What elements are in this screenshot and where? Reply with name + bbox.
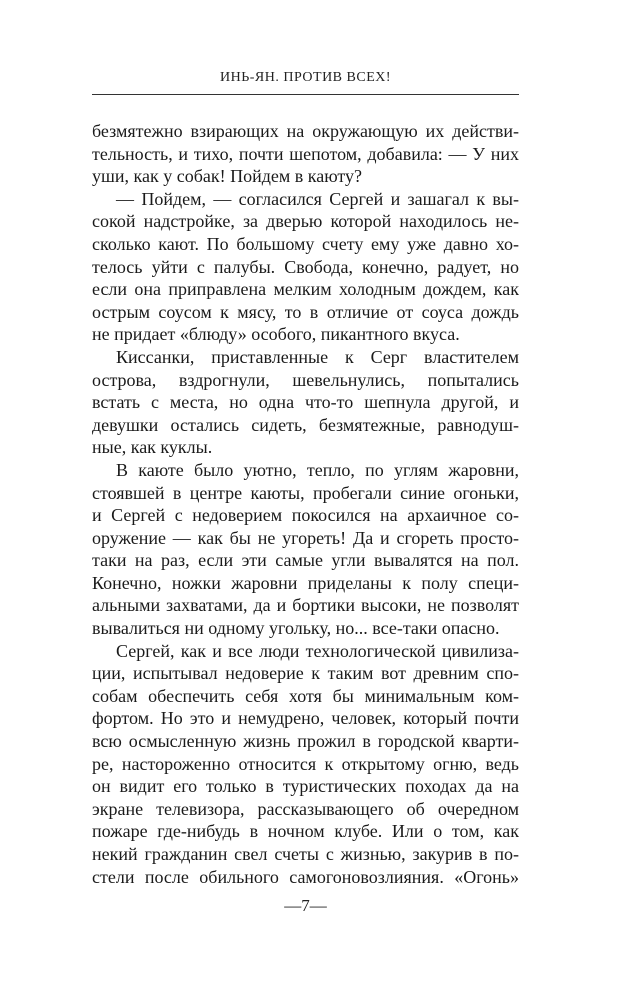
header-rule <box>92 94 519 95</box>
text-line: телось уйти с палубы. Свобода, конечно, радует, но <box>92 256 519 277</box>
text-line: если она приправлена мелким холодным дождем, как <box>92 279 519 300</box>
paragraph <box>92 188 519 346</box>
text-line: Сергей, как и все люди технологической цивилиза- <box>116 640 519 661</box>
text-line: — Пойдем, — согласился Сергей и зашагал к вы- <box>116 188 519 209</box>
text-line: стоявшей в центре каюты, пробегали синие огоньки, <box>92 482 519 503</box>
paragraph <box>92 640 519 889</box>
text-line: острова, вздрогнули, шевельнулись, попытались <box>92 369 519 390</box>
text-line: встать с места, но одна что-то шепнула другой, и <box>92 392 519 413</box>
text-line: пожаре где-нибудь в ночном клубе. Или о том, как <box>92 821 519 842</box>
text-line: оружение — как бы не угореть! Да и сгореть просто- <box>92 527 519 548</box>
paragraph <box>92 459 519 640</box>
text-line: ные, как куклы. <box>92 437 213 458</box>
text-line: фортом. Но это и немудрено, человек, который почти <box>92 708 519 729</box>
text-line: некий гражданин свел счеты с жизнью, закурив в по- <box>92 844 519 864</box>
text-line: он видит его только в туристических походах да на <box>92 776 519 797</box>
text-line: девушки остались сидеть, безмятежные, равнодуш- <box>92 414 519 435</box>
text-line: Киссанки, приставленные к Серг властителем <box>116 346 519 367</box>
text-line: экране телевизора, рассказывающего об очередном <box>92 798 519 819</box>
paragraph <box>92 120 519 188</box>
text-line: безмятежно взирающих на окружающую их действи- <box>92 121 519 141</box>
running-header: ИНЬ-ЯН. ПРОТИВ ВСЕХ! <box>219 70 392 85</box>
text-line: уши, как у собак! Пойдем в каюту? <box>92 166 363 187</box>
text-line: и Сергей с недоверием покосился на архаичное со- <box>92 505 519 526</box>
text-line: стели после обильного самогоновозлияния. «Огонь» <box>92 866 519 887</box>
page-body <box>92 120 519 888</box>
page-number: —7— <box>284 896 327 915</box>
text-line: альными захватами, да и бортики высоки, не позволят <box>92 595 519 616</box>
text-line: таки на раз, если эти самые угли вывалятся на пол. <box>92 550 519 571</box>
text-line: тельность, и тихо, почти шепотом, добавила: — У них <box>92 143 519 164</box>
text-line: Конечно, ножки жаровни приделаны к полу специ- <box>92 572 519 593</box>
text-line: сколько кают. По большому счету ему уже давно хо- <box>92 233 519 254</box>
text-line: В каюте было уютно, тепло, по углям жаровни, <box>116 459 519 480</box>
text-line: острым соусом к мясу, то в отличие от соуса дождь <box>92 301 519 322</box>
text-line: всю осмысленную жизнь прожил в городской кварти- <box>92 731 519 752</box>
text-line: вывалиться ни одному угольку, но... все-таки опасно. <box>92 618 500 639</box>
text-line: ции, испытывал недоверие к таким вот древним спо- <box>92 663 519 684</box>
text-line: сокой надстройке, за дверью которой находилось не- <box>92 211 519 232</box>
paragraph <box>92 346 519 459</box>
text-line: собам обеспечить себя хотя бы минимальным ком- <box>92 685 519 706</box>
text-line: не придает «блюду» особого, пикантного вкуса. <box>92 324 460 345</box>
text-line: ре, настороженно относится к открытому огню, ведь <box>92 753 519 774</box>
